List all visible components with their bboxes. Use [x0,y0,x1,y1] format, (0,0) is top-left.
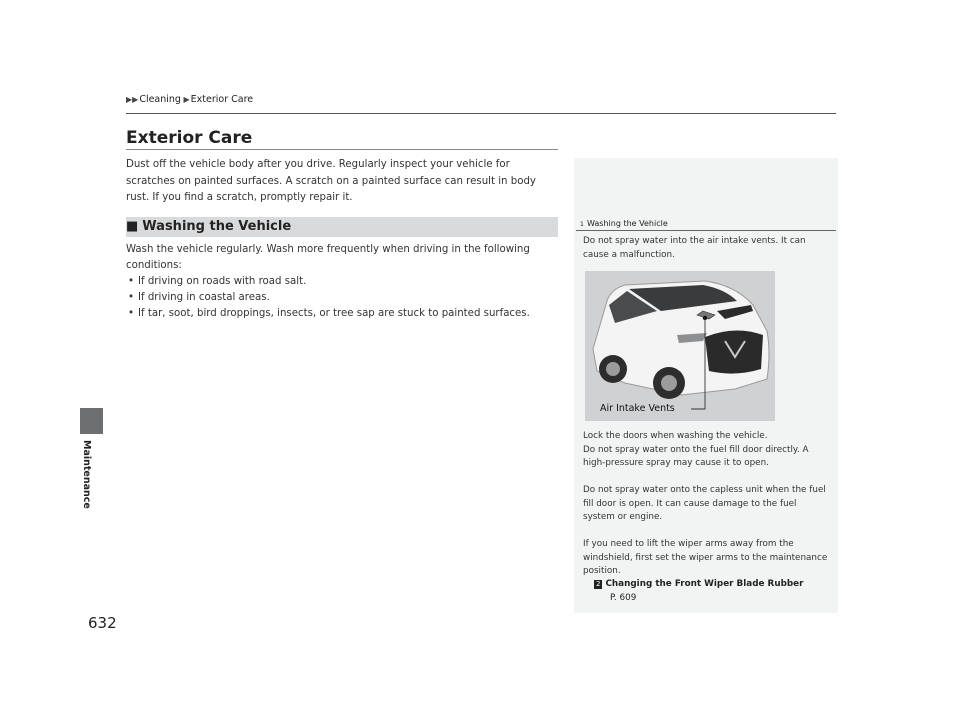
condition-list [126,274,558,322]
section-tab-label: Maintenance [81,440,92,509]
page-title: Exterior Care [126,128,253,148]
section-heading-text: Washing the Vehicle [142,219,292,234]
car-illustration-icon [585,271,775,421]
note-marker-icon: 1 [580,221,584,228]
car-figure [585,271,775,421]
page-number: 632 [88,614,117,632]
section-body [126,242,558,322]
breadcrumb-cleaning[interactable]: Cleaning [139,94,181,105]
header-rule [126,113,836,114]
square-bullet-icon: ■ [126,219,139,234]
xref-label[interactable]: Changing the Front Wiper Blade Rubber [605,579,804,589]
list-item: • If driving in coastal areas. [126,290,558,306]
sidebar-paragraph: Do not spray water onto the capless unit when the fuel fill door is open. It can cause damage to the fuel system or engine. [583,485,826,522]
cross-reference[interactable] [594,578,803,605]
xref-page[interactable]: P. 609 [610,592,637,603]
sidebar-line: Lock the doors when washing the vehicle. [583,431,768,441]
breadcrumb [126,94,253,105]
intro-paragraph: Dust off the vehicle body after you drive. Regularly inspect your vehicle for scratches on painted surfaces. A scratch on a painted surface can result in body rust. If you find a scratch, promptly repair it. [126,159,536,203]
section-tab-marker [80,408,103,434]
section-heading [126,217,558,237]
breadcrumb-exterior-care[interactable]: Exterior Care [190,94,254,105]
xref-arrow-icon: 2 [596,580,601,588]
title-rule [126,149,558,150]
section-lead: Wash the vehicle regularly. Wash more frequently when driving in the following conditions: [126,244,530,271]
figure-label: Air Intake Vents [600,403,675,414]
sidebar-paragraph [583,430,831,471]
sidebar-title-rule [576,230,836,231]
list-item: • If tar, soot, bird droppings, insects, or tree sap are stuck to painted surfaces. [126,306,558,322]
sidebar-paragraph: If you need to lift the wiper arms away from the windshield, first set the wiper arms to the maintenance position. [583,539,828,576]
sidebar-paragraph: Do not spray water into the air intake vents. It can cause a malfunction. [583,236,806,260]
triangle-right-icon: ▶ [180,95,190,104]
list-item: • If driving on roads with road salt. [126,274,558,290]
triangle-right-icon: ▶▶ [126,95,139,104]
sidebar-title [580,219,668,228]
sidebar-title-text: Washing the Vehicle [587,219,668,228]
sidebar-line: Do not spray water onto the fuel fill door directly. A high-pressure spray may cause it to open. [583,444,809,468]
